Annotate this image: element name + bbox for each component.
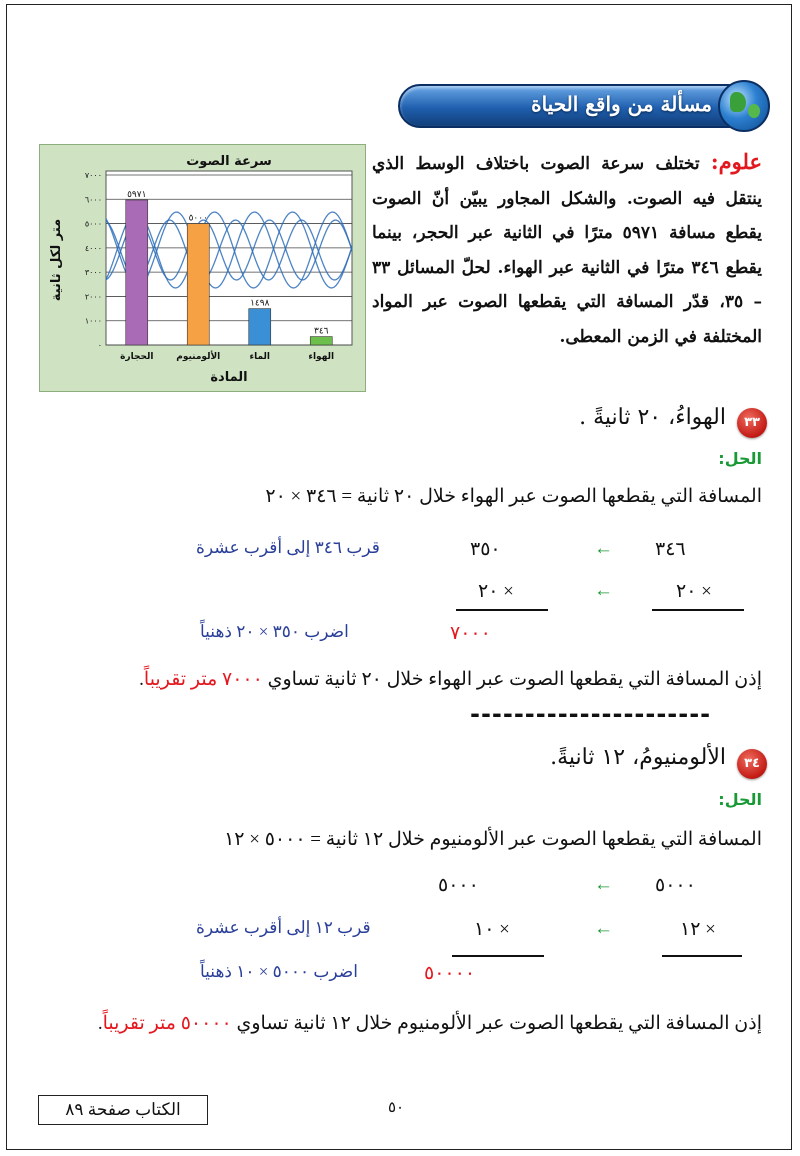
y-axis-label: متر لكل ثانية [49, 218, 64, 302]
p33-result: ٧٠٠٠ [450, 623, 491, 644]
chart-title: سرعة الصوت [186, 154, 272, 169]
y-tick-label: ٧٠٠٠ [84, 171, 102, 180]
p34-row2-left: × ١٢ [680, 919, 716, 940]
problem-34-solution-label: الحل: [718, 790, 762, 809]
sound-speed-chart [40, 145, 365, 391]
science-label: علوم: [710, 149, 763, 174]
p33-arrow-2: ← [594, 580, 618, 601]
globe-icon [718, 80, 770, 132]
x-tick-label: الهواء [308, 352, 335, 362]
section-banner [398, 84, 766, 128]
problem-33-solution-label: الحل: [718, 449, 762, 468]
y-tick-label: ٠ [97, 341, 102, 350]
bar [126, 200, 148, 345]
p33-result-note: اضرب ٣٥٠ × ٢٠ ذهنياً [200, 622, 349, 641]
p33-row1-right: ٣٥٠ [470, 539, 501, 560]
bar-value-label: ٥٩٧١ [127, 189, 147, 200]
p34-rule-left [662, 955, 742, 957]
x-axis-label: المادة [210, 370, 248, 385]
p34-arrow-1: ← [594, 874, 618, 895]
intro-paragraph [372, 145, 762, 354]
bar [249, 309, 271, 345]
p33-arrow-1: ← [594, 538, 618, 559]
page-number: ٥٠ [388, 1100, 405, 1116]
p33-row2-right: × ٢٠ [478, 581, 514, 602]
y-tick-label: ٦٠٠٠ [84, 195, 102, 205]
problem-33-badge: ٣٣ [737, 408, 767, 438]
x-tick-label: الألومنيوم [176, 352, 221, 362]
y-tick-label: ٥٠٠٠ [84, 219, 102, 229]
x-tick-label: الماء [249, 352, 270, 362]
y-tick-label: ١٠٠٠ [84, 316, 102, 326]
problem-33-title: الهواءُ، ٢٠ ثانيةً . [579, 405, 726, 430]
problem-34-statement: المسافة التي يقطعها الصوت عبر الألومنيوم خلال ١٢ ثانية = ٥٠٠٠ × ١٢ [224, 829, 762, 850]
p33-row1-note: قرب ٣٤٦ إلى أقرب عشرة [196, 538, 380, 557]
p34-arrow-2: ← [594, 918, 618, 939]
section-divider: ---------------------- [470, 700, 712, 728]
book-reference: الكتاب صفحة ٨٩ [38, 1095, 208, 1125]
p33-conclusion: إذن المسافة التي يقطعها الصوت عبر الهواء خلال ٢٠ ثانية تساوي ٧٠٠٠ متر تقريباً. [139, 669, 762, 690]
p33-row1-left: ٣٤٦ [655, 539, 686, 560]
p34-conclusion: إذن المسافة التي يقطعها الصوت عبر الألومنيوم خلال ١٢ ثانية تساوي ٥٠٠٠٠ متر تقريباً. [97, 1013, 762, 1034]
bar [310, 337, 332, 345]
problem-33-statement: المسافة التي يقطعها الصوت عبر الهواء خلال ٢٠ ثانية = ٣٤٦ × ٢٠ [265, 486, 762, 507]
x-tick-label: الحجارة [120, 352, 154, 362]
bar-value-label: ١٤٩٨ [250, 298, 270, 309]
p34-result: ٥٠٠٠٠ [424, 963, 476, 984]
y-tick-label: ٤٠٠٠ [84, 243, 102, 253]
p34-row1-right: ٥٠٠٠ [438, 875, 479, 896]
p34-rule-right [452, 955, 544, 957]
p34-conclusion-value: ٥٠٠٠٠ متر تقريباً [102, 1013, 232, 1034]
p34-row2-right: × ١٠ [474, 919, 510, 940]
p33-rule-left [652, 609, 744, 611]
problem-34-badge: ٣٤ [737, 749, 767, 779]
p34-row2-note: قرب ١٢ إلى أقرب عشرة [196, 918, 371, 937]
bar [187, 224, 209, 345]
intro-text: تختلف سرعة الصوت باختلاف الوسط الذي ينتقل فيه الصوت. والشكل المجاور يبيّن أنّ الصوت يقطع مسافة ٥٩٧١ مترًا في الثانية عبر الحجر، بينما يقطع ٣٤٦ مترًا في الثانية عبر الهواء. لحلّ المسائل ٣٣ – ٣٥، قدّر المسافة التي يقطعها الصوت عبر المواد المختلفة في الزمن المعطى. [372, 154, 763, 347]
p34-row1-left: ٥٠٠٠ [655, 875, 696, 896]
p33-rule-right [456, 609, 548, 611]
bar-value-label: ٣٤٦ [313, 326, 329, 337]
y-tick-label: ٢٠٠٠ [84, 292, 102, 302]
problem-34-title: الألومنيومُ، ١٢ ثانيةً. [550, 745, 726, 770]
p33-row2-left: × ٢٠ [676, 581, 712, 602]
p34-result-note: اضرب ٥٠٠٠ × ١٠ ذهنياً [200, 962, 358, 981]
banner-title: مسألة من واقع الحياة [531, 92, 712, 116]
y-tick-label: ٣٠٠٠ [84, 268, 102, 278]
bar-value-label: ٥٠٠٠ [188, 213, 208, 224]
p33-conclusion-value: ٧٠٠٠ متر تقريباً [143, 669, 263, 690]
chart-panel [39, 144, 366, 392]
